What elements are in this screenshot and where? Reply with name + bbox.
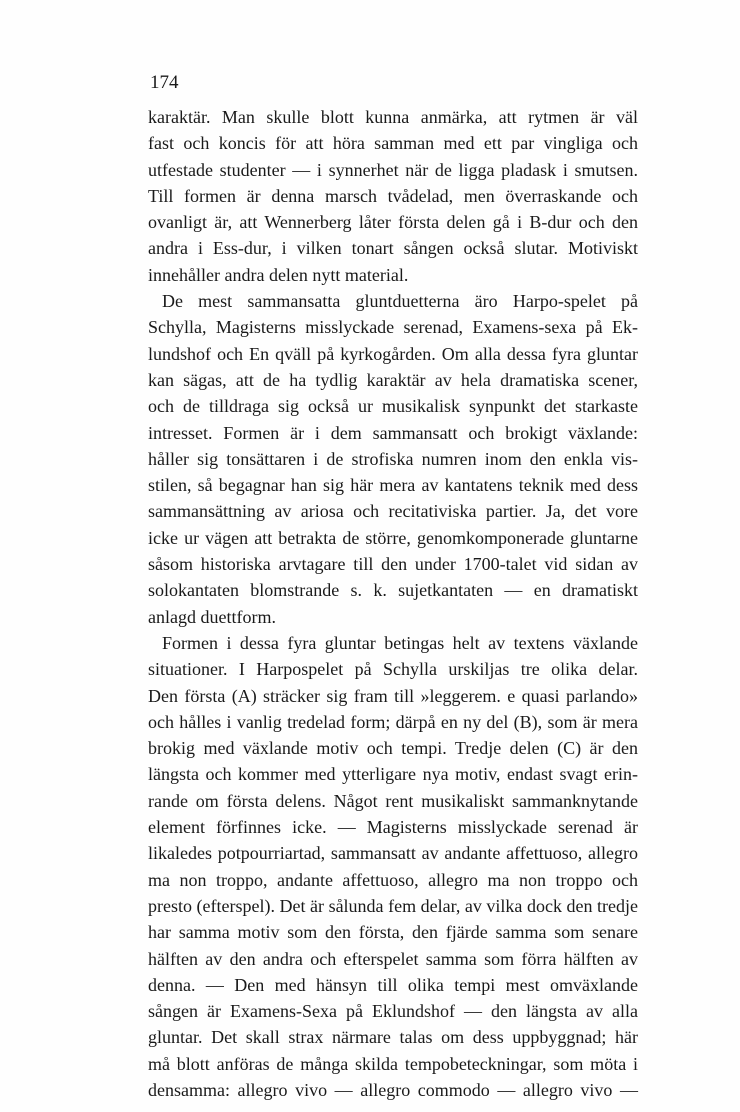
text-line: hälften av den andra och efterspelet samma som förra hälften av xyxy=(148,948,638,969)
text-line: sången är Examens-Sexa på Eklundshof — den längsta av alla xyxy=(148,1001,638,1022)
text-line: kan sägas, att de ha tydlig karaktär av hela dramatiska scener, xyxy=(148,369,638,390)
text-line: karaktär. Man skulle blott kunna anmärka, att rytmen är väl xyxy=(148,107,638,127)
text-line: Till formen är denna marsch tvådelad, men överraskande och xyxy=(148,185,638,206)
text-line: gluntar. Det skall strax närmare talas om dess uppbyggnad; här xyxy=(148,1027,638,1048)
text-line: och de tilldraga sig också ur musikalisk synpunkt det starkaste xyxy=(148,396,638,417)
text-line: rande om första delens. Något rent musikaliskt sammanknytande xyxy=(148,790,638,811)
text-line: håller sig tonsättaren i de strofiska numren inom den enkla vis- xyxy=(148,448,638,469)
text-line: densamma: allegro vivo — allegro commodo — allegro vivo — xyxy=(148,1079,638,1100)
text-line: element förfinnes icke. — Magisterns misslyckade serenad är xyxy=(148,817,638,838)
text-line: icke ur vägen att betrakta de större, genomkomponerade gluntarne xyxy=(148,527,638,548)
text-line: presto (efterspel). Det är sålunda fem delar, av vilka dock den tredje xyxy=(148,895,638,916)
text-line: sammansättning av ariosa och recitativiska partier. Ja, det vore xyxy=(148,501,638,522)
text-line: må blott anföras de många skilda tempobeteckningar, som möta i xyxy=(148,1053,638,1074)
text-line: denna. — Den med hänsyn till olika tempi mest omväxlande xyxy=(148,974,638,995)
text-line: lundshof och En qväll på kyrkogården. Om alla dessa fyra gluntar xyxy=(148,343,638,364)
text-line: situationer. I Harpospelet på Schylla urskiljas tre olika delar. xyxy=(148,659,638,680)
text-line: utfestade studenter — i synnerhet när de ligga pladask i smutsen. xyxy=(148,159,638,180)
text-line: ovanligt är, att Wennerberg låter första delen gå i B-dur och den xyxy=(148,212,638,233)
text-line: solokantaten blomstrande s. k. sujetkantaten — en dramatiskt xyxy=(148,580,638,601)
text-line: och hålles i vanlig tredelad form; därpå en ny del (B), som är mera xyxy=(148,711,638,732)
text-line: fast och koncis för att höra samman med ett par vingliga och xyxy=(148,133,638,154)
text-line: Schylla, Magisterns misslyckade serenad, Examens-sexa på Ek- xyxy=(148,317,638,338)
text-line: Formen i dessa fyra gluntar betingas helt av textens växlande xyxy=(162,632,638,653)
text-line: intresset. Formen är i dem sammansatt och brokigt växlande: xyxy=(148,422,638,443)
text-line: innehåller andra delen nytt material. xyxy=(148,264,409,285)
text-line: ma non troppo, andante affettuoso, allegro ma non troppo och xyxy=(148,869,638,890)
page-number: 174 xyxy=(150,72,179,93)
text-line: andra i Ess-dur, i vilken tonart sången också slutar. Motiviskt xyxy=(148,238,638,259)
text-line: längsta och kommer med ytterligare nya motiv, endast svagt erin- xyxy=(148,764,638,785)
text-line: har samma motiv som den första, den fjärde samma som senare xyxy=(148,922,638,943)
body-text xyxy=(148,104,638,1103)
text-line: såsom historiska arvtagare till den under 1700-talet vid sidan av xyxy=(148,554,638,575)
text-line: De mest sammansatta gluntduetterna äro Harpo-spelet på xyxy=(162,291,638,312)
text-line: anlagd duettform. xyxy=(148,606,276,627)
text-line: stilen, så begagnar han sig här mera av kantatens teknik med dess xyxy=(148,475,638,496)
text-line: Den första (A) sträcker sig fram till »leggerem. e quasi parlando» xyxy=(148,685,638,706)
text-line: likaledes potpourriartad, sammansatt av andante affettuoso, allegro xyxy=(148,843,638,864)
text-line: brokig med växlande motiv och tempi. Tredje delen (C) är den xyxy=(148,738,638,759)
